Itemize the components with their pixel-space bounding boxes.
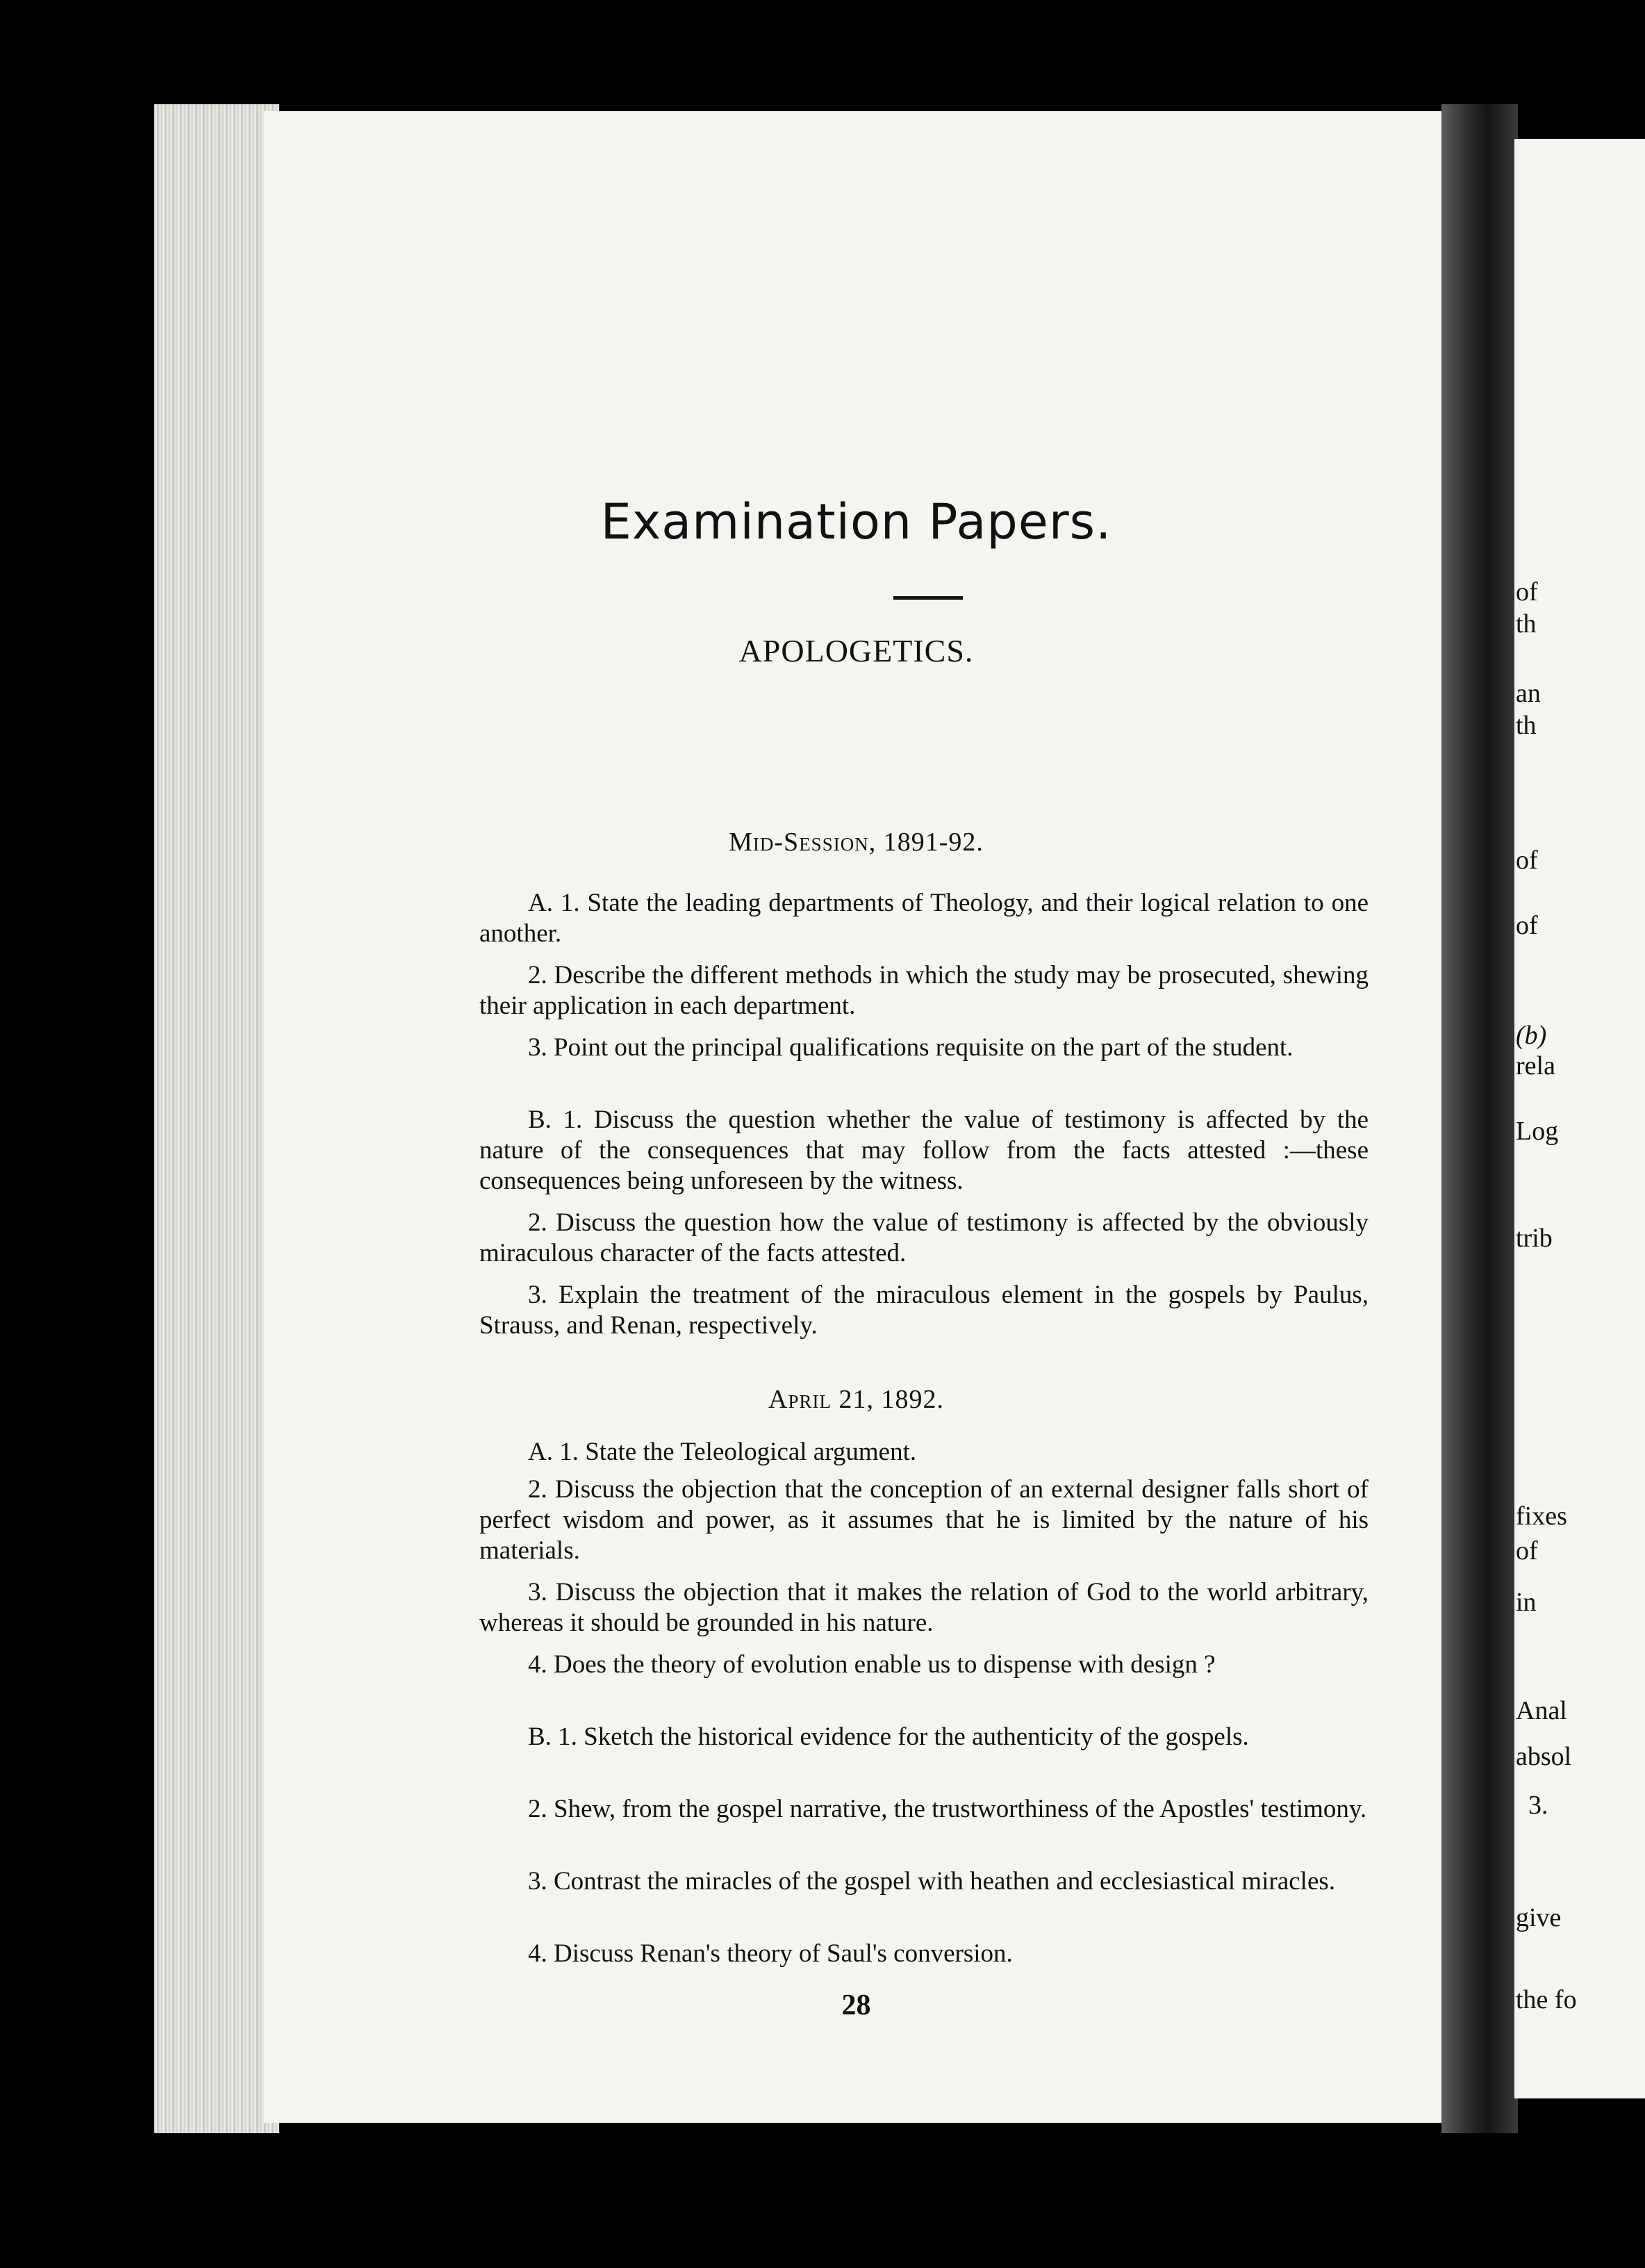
question: B. 1. Discuss the question whether the value of testimony is affected by the nature of the consequences that may follow from the facts attested :—these consequences being unforeseen by the witness. — [479, 1106, 1369, 1195]
question: 3. Discuss the objection that it makes the relation of God to the world arbitrary, whereas it should be grounded in his nature. — [479, 1578, 1369, 1637]
facing-text: an — [1516, 679, 1541, 708]
facing-text: in — [1516, 1588, 1537, 1617]
question: 3. Explain the treatment of the miraculous element in the gospels by Paulus, Strauss, and Renan, respectively. — [479, 1281, 1369, 1340]
question: 4. Discuss Renan's theory of Saul's conversion. — [528, 1939, 1013, 1968]
question: 3. Point out the principal qualifications requisite on the part of the student. — [528, 1033, 1293, 1062]
question: B. 1. Sketch the historical evidence for the authenticity of the gospels. — [528, 1723, 1249, 1751]
session-heading-1: Mid-Session, 1891-92. — [729, 828, 984, 857]
title-rule — [893, 596, 963, 600]
facing-text: 3. — [1528, 1791, 1548, 1820]
page-number: 28 — [841, 1989, 871, 2021]
question: A. 1. State the leading departments of Theology, and their logical relation to one another. — [479, 889, 1369, 948]
section-title: APOLOGETICS. — [738, 633, 974, 668]
page-stack-edge — [154, 104, 279, 2133]
facing-text: absol — [1516, 1742, 1572, 1771]
facing-text: th — [1516, 609, 1537, 639]
facing-text: give — [1516, 1903, 1562, 1932]
book-gutter — [1441, 104, 1518, 2133]
session-heading-2: April 21, 1892. — [768, 1385, 944, 1414]
page-title: Examination Papers. — [600, 493, 1112, 550]
facing-text: of — [1516, 846, 1538, 875]
facing-text: the fo — [1516, 1985, 1577, 2014]
facing-text: (b) — [1516, 1021, 1547, 1050]
facing-text: of — [1516, 1536, 1538, 1566]
facing-text: trib — [1516, 1224, 1553, 1253]
question: A. 1. State the Teleological argument. — [528, 1438, 917, 1466]
facing-text: fixes — [1516, 1502, 1567, 1531]
facing-text: rela — [1516, 1051, 1555, 1080]
facing-text: th — [1516, 711, 1537, 740]
question: 4. Does the theory of evolution enable us to dispense with design ? — [528, 1650, 1216, 1679]
facing-page — [1514, 139, 1645, 2098]
facing-text: Log — [1516, 1117, 1559, 1146]
question: 2. Discuss the question how the value of testimony is affected by the obviously miraculous character of the facts attested. — [479, 1208, 1369, 1267]
question: 2. Shew, from the gospel narrative, the trustworthiness of the Apostles' testimony. — [528, 1795, 1367, 1823]
question: 2. Discuss the objection that the conception of an external designer falls short of perfect wisdom and power, as it assumes that he is limited by the nature of his materials. — [479, 1475, 1369, 1565]
facing-text: of — [1516, 911, 1538, 940]
facing-text: of — [1516, 577, 1538, 607]
question: 2. Describe the different methods in which the study may be prosecuted, shewing their application in each department. — [479, 961, 1369, 1020]
document-page — [264, 111, 1448, 2123]
question: 3. Contrast the miracles of the gospel with heathen and ecclesiastical miracles. — [528, 1867, 1336, 1896]
facing-text: Anal — [1516, 1696, 1567, 1725]
